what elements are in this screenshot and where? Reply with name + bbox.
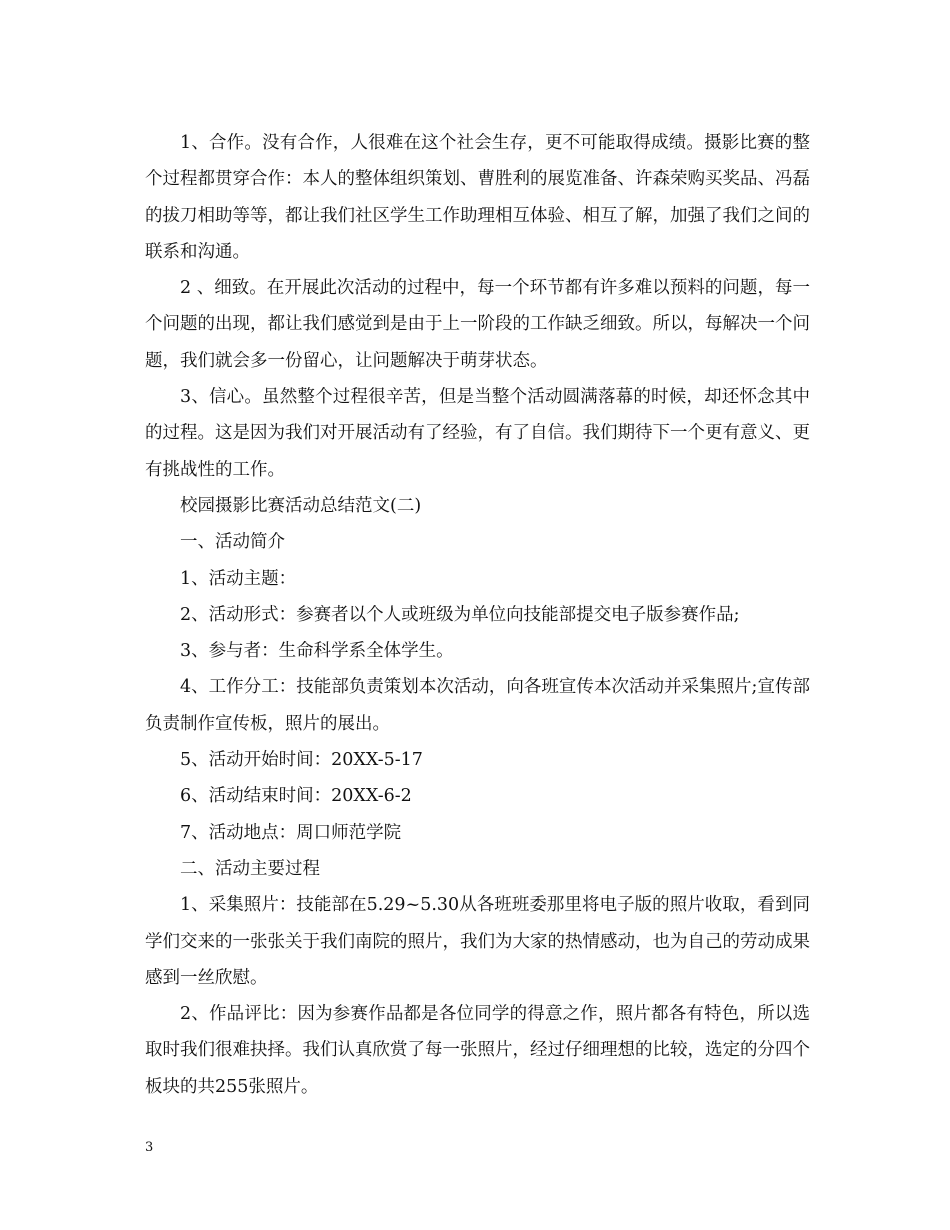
heading-activity-intro: 一、活动简介 — [180, 532, 285, 553]
paragraph-collect-photos: 1、采集照片：技能部在5.29~5.30从各班班委那里将电子版的照片收取，看到同学们交来的一张张关于我们南院的照片，我们为大家的热情感动，也为自己的劳动成果感到一丝欣慰。 — [145, 895, 810, 988]
page-number: 3 — [145, 1140, 154, 1155]
item-end-time: 6、活动结束时间：20XX-6-2 — [180, 786, 412, 807]
heading-main-process: 二、活动主要过程 — [180, 858, 320, 879]
section-title: 校园摄影比赛活动总结范文(二) — [180, 495, 422, 516]
item-location: 7、活动地点：周口师范学院 — [180, 822, 402, 843]
item-participants: 3、参与者：生命科学系全体学生。 — [180, 641, 454, 662]
item-activity-form: 2、活动形式：参赛者以个人或班级为单位向技能部提交电子版参赛作品; — [180, 604, 740, 625]
paragraph-detail: 2 、细致。在开展此次活动的过程中，每一个环节都有许多难以预料的问题，每一个问题的出现，都让我们感觉到是由于上一阶段的工作缺乏细致。所以，每解决一个问题，我们就会多一份留心，让问题解决于萌芽状态。 — [145, 278, 810, 371]
item-activity-theme: 1、活动主题： — [180, 568, 297, 589]
paragraph-cooperation: 1、合作。没有合作，人很难在这个社会生存，更不可能取得成绩。摄影比赛的整个过程都贯穿合作：本人的整体组织策划、曹胜利的展览准备、许森荣购买奖品、冯磊的拔刀相助等等，都让我们社区学生工作助理相互体验、相互了解，加强了我们之间的联系和沟通。 — [145, 133, 810, 262]
item-start-time: 5、活动开始时间：20XX-5-17 — [180, 750, 423, 771]
paragraph-confidence: 3、信心。虽然整个过程很辛苦，但是当整个活动圆满落幕的时候，却还怀念其中的过程。这是因为我们对开展活动有了经验，有了自信。我们期待下一个更有意义、更有挑战性的工作。 — [145, 387, 810, 480]
paragraph-judging: 2、作品评比：因为参赛作品都是各位同学的得意之作，照片都各有特色，所以选取时我们很难抉择。我们认真欣赏了每一张照片，经过仔细理想的比较，选定的分四个板块的共255张照片。 — [145, 1004, 810, 1097]
document-body — [145, 125, 810, 1105]
item-work-division: 4、工作分工：技能部负责策划本次活动，向各班宣传本次活动并采集照片;宣传部负责制作宣传板，照片的展出。 — [145, 677, 810, 734]
